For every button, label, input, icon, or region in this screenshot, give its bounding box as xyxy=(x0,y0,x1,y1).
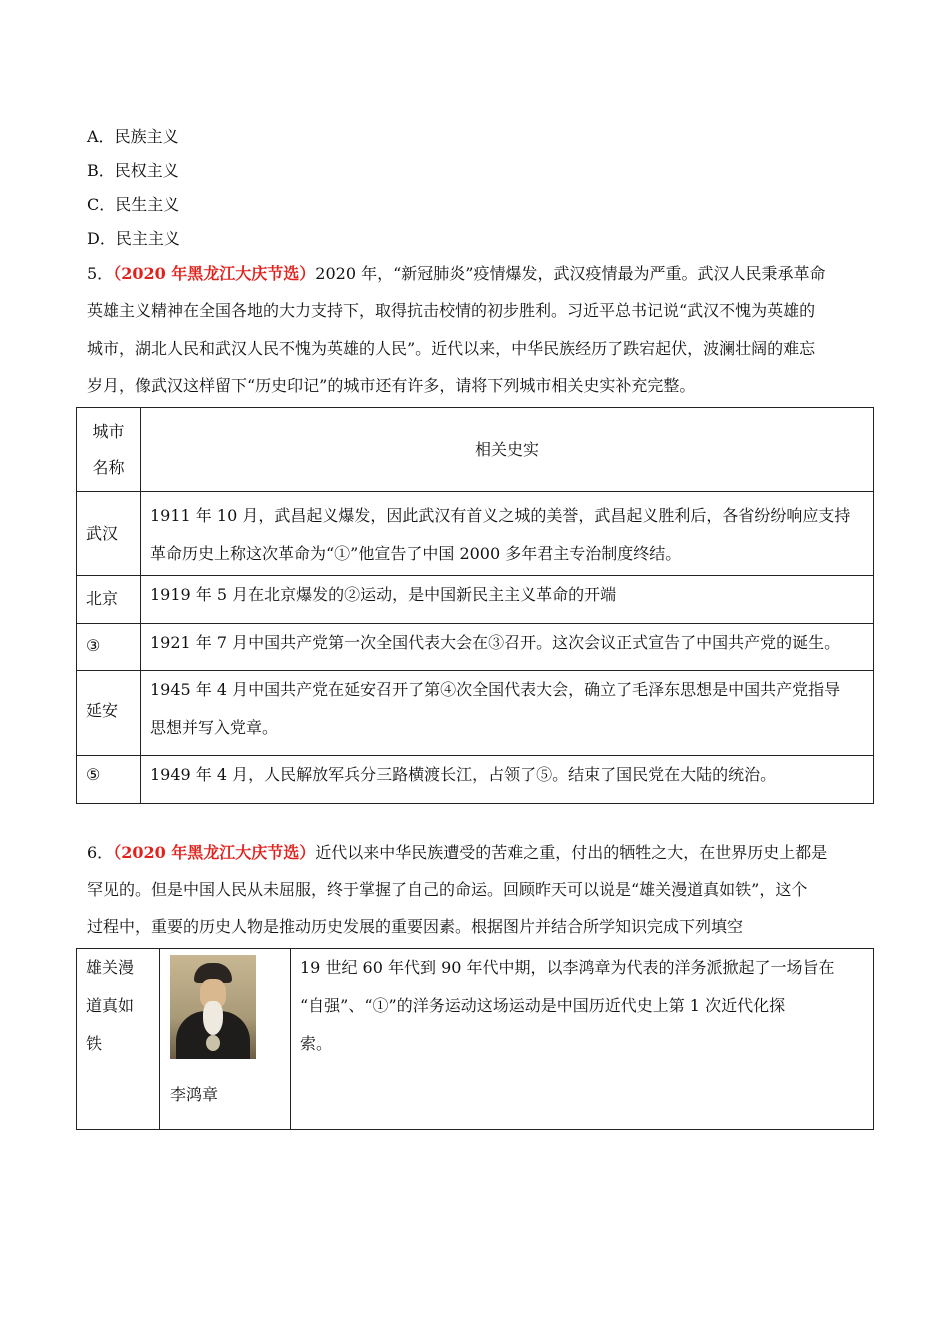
q5-fact-cell: 1949 年 4 月，人民解放军兵分三路横渡长江，占领了⑤。结束了国民党在大陆的统治。 xyxy=(141,756,874,804)
q5-city-cell: ③ xyxy=(77,624,141,671)
q5-line-4: 岁月，像武汉这样留下“历史印记”的城市还有许多，请将下列城市相关史实补充完整。 xyxy=(87,376,696,395)
table-row xyxy=(77,756,874,804)
q6-line-3: 过程中，重要的历史人物是推动历史发展的重要因素。根据图片并结合所学知识完成下列填空 xyxy=(87,917,744,936)
q5-line-3: 城市，湖北人民和武汉人民不愧为英雄的人民”。近代以来，中华民族经历了跌宕起伏，波澜壮阔的难忘 xyxy=(87,339,816,358)
option-b: B．民权主义 xyxy=(87,161,179,180)
q5-source: （2020 年黑龙江大庆节选） xyxy=(113,264,316,283)
q5-city-cell: ⑤ xyxy=(77,756,141,804)
q5-city-cell: 北京 xyxy=(77,576,141,624)
q5-city-cell: 武汉 xyxy=(77,492,141,576)
q5-header-city: 城市 名称 xyxy=(77,408,141,492)
option-a: A．民族主义 xyxy=(87,127,179,146)
q6-portrait-cell xyxy=(160,949,291,1130)
option-d: D．民主主义 xyxy=(87,229,180,248)
table-row xyxy=(77,576,874,624)
q6-line-1: 6．（2020 年黑龙江大庆节选）近代以来中华民族遭受的苦难之重，付出的牺牲之大，在世界历史上都是 xyxy=(87,843,828,862)
table-row xyxy=(77,671,874,756)
q5-fact-cell: 1945 年 4 月中国共产党在延安召开了第④次全国代表大会，确立了毛泽东思想是中国共产党指导 思想并写入党章。 xyxy=(141,671,874,756)
table-row xyxy=(77,624,874,671)
q5-line-1: 5．（2020 年黑龙江大庆节选）2020 年，“新冠肺炎”疫情爆发，武汉疫情最为严重。武汉人民秉承革命 xyxy=(87,264,826,283)
q5-line-2: 英雄主义精神在全国各地的大力支持下，取得抗击校情的初步胜利。习近平总书记说“武汉不愧为英雄的 xyxy=(87,301,816,320)
q6-theme-cell: 雄关漫 道真如 铁 xyxy=(77,949,160,1130)
q5-header-fact: 相关史实 xyxy=(141,408,874,492)
q6-number: 6． xyxy=(87,843,114,862)
portrait-caption: 李鸿章 xyxy=(170,1085,219,1104)
q5-city-table xyxy=(76,407,874,804)
table-row xyxy=(77,492,874,576)
q5-fact-cell: 1921 年 7 月中国共产党第一次全国代表大会在③召开。这次会议正式宣告了中国共产党的诞生。 xyxy=(141,624,874,671)
li-hongzhang-portrait xyxy=(170,955,256,1059)
q6-description-cell: 19 世纪 60 年代到 90 年代中期，以李鸿章为代表的洋务派掀起了一场旨在 “自强”、“①”的洋务运动这场运动是中国历近代史上第 1 次近代化探 索。 xyxy=(291,949,874,1130)
option-c: C．民生主义 xyxy=(87,195,180,214)
q6-figure-table xyxy=(76,948,874,1130)
q6-source: （2020 年黑龙江大庆节选） xyxy=(113,843,316,862)
q6-line-2: 罕见的。但是中国人民从未屈服，终于掌握了自己的命运。回顾昨天可以说是“雄关漫道真如铁”，这个 xyxy=(87,880,808,899)
table-row xyxy=(77,949,874,1130)
q5-fact-cell: 1911 年 10 月，武昌起义爆发，因此武汉有首义之城的美誉，武昌起义胜利后，各省纷纷响应支持 革命历史上称这次革命为“①”他宣告了中国 2000 多年君主专治制度终结。 xyxy=(141,492,874,576)
q5-fact-cell: 1919 年 5 月在北京爆发的②运动，是中国新民主主义革命的开端 xyxy=(141,576,874,624)
q5-number: 5． xyxy=(87,264,114,283)
q5-city-cell: 延安 xyxy=(77,671,141,756)
